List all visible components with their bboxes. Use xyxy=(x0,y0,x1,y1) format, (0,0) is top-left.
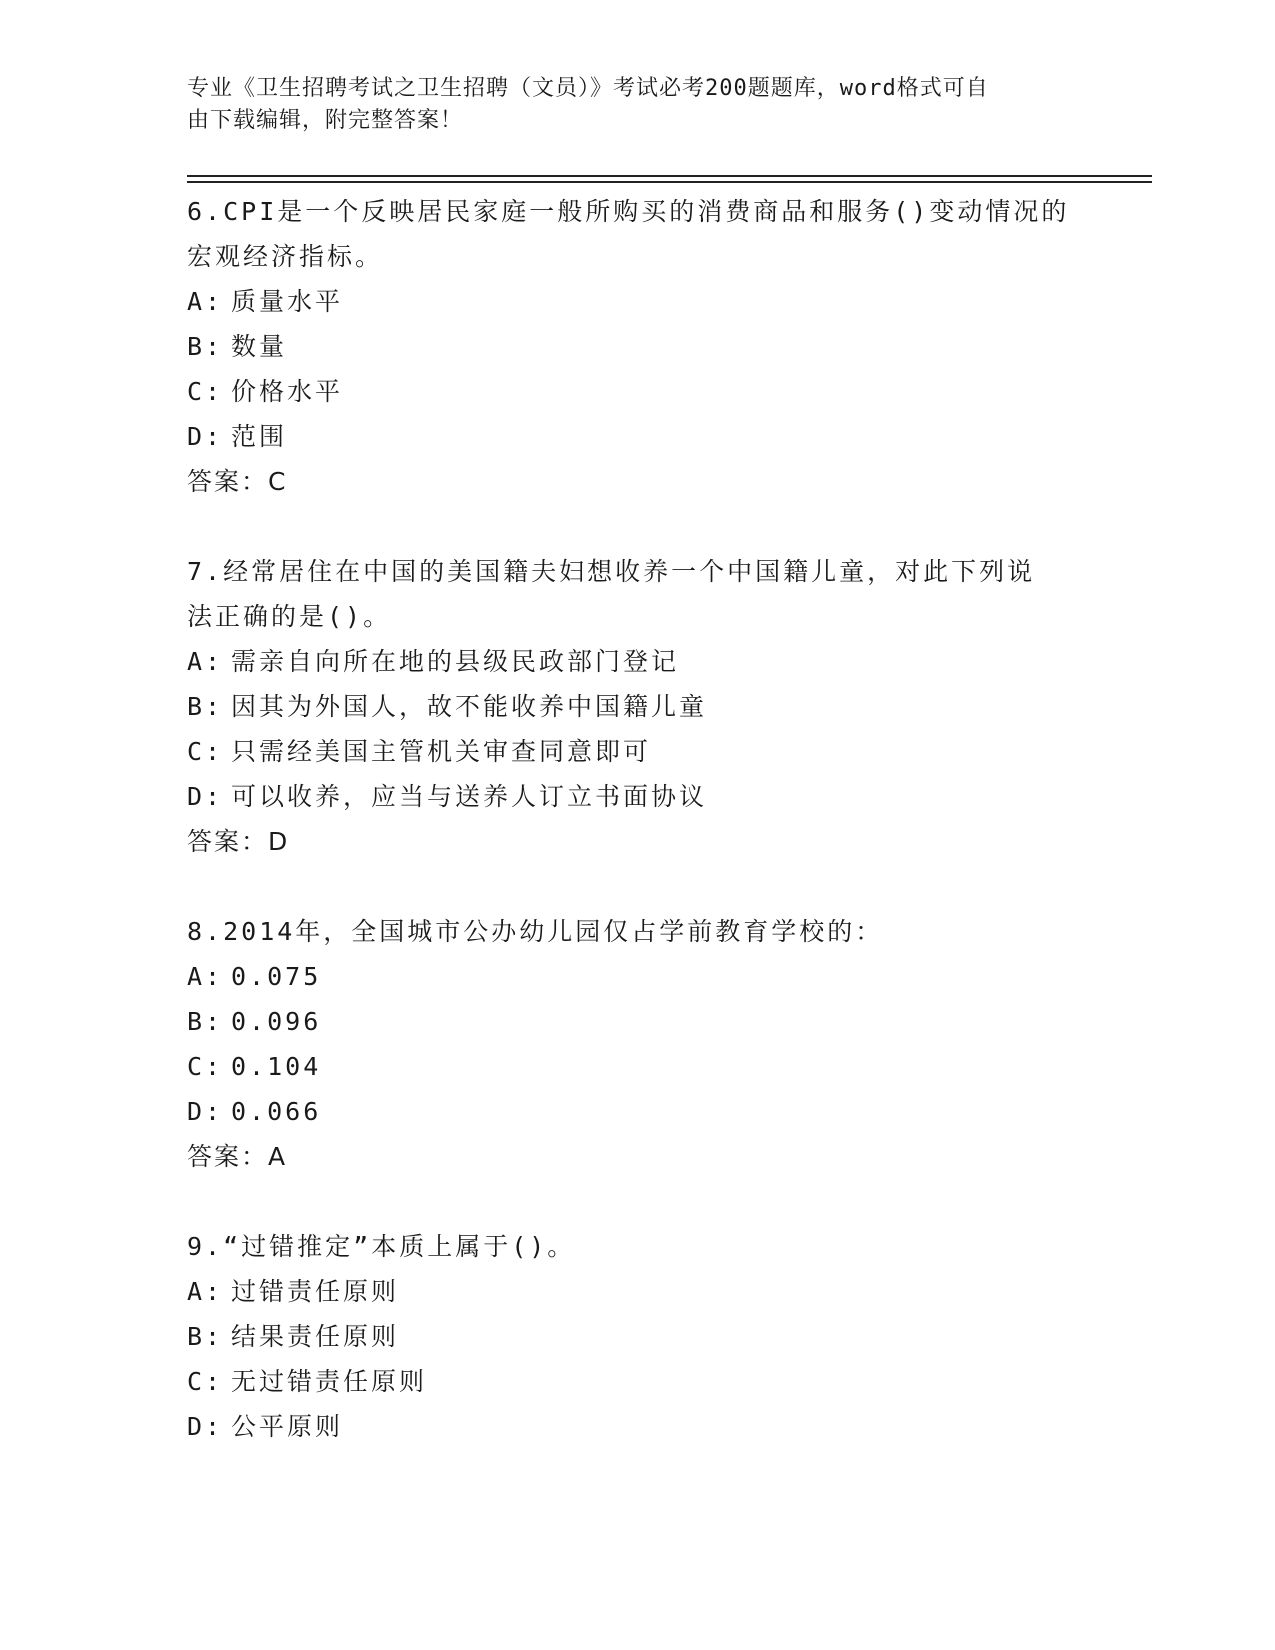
option-key: A: xyxy=(187,962,224,991)
option-b xyxy=(187,684,1087,729)
header-divider-top xyxy=(187,175,1152,177)
question-text-line: 8.2014年，全国城市公办幼儿园仅占学前教育学校的： xyxy=(187,917,884,946)
option-a xyxy=(187,1269,1087,1314)
option-d xyxy=(187,1089,1087,1134)
option-b xyxy=(187,1314,1087,1359)
option-d xyxy=(187,1404,1087,1449)
option-text: 只需经美国主管机关审查同意即可 xyxy=(231,737,652,766)
answer-line: 答案：C xyxy=(187,467,288,496)
option-text: 公平原则 xyxy=(231,1412,344,1441)
option-key: B: xyxy=(187,1322,224,1351)
option-text: 数量 xyxy=(231,332,288,361)
option-c xyxy=(187,1359,1087,1404)
question-text-line: 宏观经济指标。 xyxy=(187,242,384,271)
question-9 xyxy=(187,1224,1087,1449)
option-text: 0.066 xyxy=(231,1097,322,1126)
option-text: 0.075 xyxy=(231,962,322,991)
option-d xyxy=(187,414,1087,459)
option-text: 可以收养，应当与送养人订立书面协议 xyxy=(231,782,708,811)
option-key: B: xyxy=(187,692,224,721)
answer-line: 答案：D xyxy=(187,827,290,856)
option-text: 0.104 xyxy=(231,1052,322,1081)
option-text: 质量水平 xyxy=(231,287,344,316)
option-text: 需亲自向所在地的县级民政部门登记 xyxy=(231,647,680,676)
option-b xyxy=(187,999,1087,1044)
option-a xyxy=(187,279,1087,324)
option-text: 范围 xyxy=(231,422,288,451)
option-key: D: xyxy=(187,1412,224,1441)
option-key: B: xyxy=(187,332,224,361)
question-list xyxy=(187,189,1087,1449)
option-key: A: xyxy=(187,647,224,676)
option-b xyxy=(187,324,1087,369)
option-text: 因其为外国人，故不能收养中国籍儿童 xyxy=(231,692,708,721)
option-key: A: xyxy=(187,1277,224,1306)
option-text: 无过错责任原则 xyxy=(231,1367,428,1396)
option-text: 过错责任原则 xyxy=(231,1277,400,1306)
question-text-line: 7.经常居住在中国的美国籍夫妇想收养一个中国籍儿童，对此下列说 xyxy=(187,557,1036,586)
option-key: C: xyxy=(187,737,224,766)
question-text-line: 9.“过错推定”本质上属于()。 xyxy=(187,1232,576,1261)
option-c xyxy=(187,1044,1087,1089)
header-line-2: 由下载编辑，附完整答案！ xyxy=(187,108,464,133)
option-key: B: xyxy=(187,1007,224,1036)
option-key: C: xyxy=(187,1367,224,1396)
option-key: D: xyxy=(187,1097,224,1126)
option-d xyxy=(187,774,1087,819)
option-a xyxy=(187,954,1087,999)
option-c xyxy=(187,729,1087,774)
header-divider-bottom xyxy=(187,181,1152,183)
header-line-1: 专业《卫生招聘考试之卫生招聘（文员）》考试必考200题题库，word格式可自 xyxy=(187,76,989,101)
document-header xyxy=(187,73,1067,137)
option-text: 0.096 xyxy=(231,1007,322,1036)
option-key: D: xyxy=(187,422,224,451)
option-c xyxy=(187,369,1087,414)
option-key: C: xyxy=(187,1052,224,1081)
option-a xyxy=(187,639,1087,684)
option-key: A: xyxy=(187,287,224,316)
option-text: 结果责任原则 xyxy=(231,1322,400,1351)
option-key: D: xyxy=(187,782,224,811)
question-8 xyxy=(187,909,1087,1179)
question-text-line: 6.CPI是一个反映居民家庭一般所购买的消费商品和服务()变动情况的 xyxy=(187,197,1070,226)
question-6 xyxy=(187,189,1087,504)
question-7 xyxy=(187,549,1087,864)
option-key: C: xyxy=(187,377,224,406)
option-text: 价格水平 xyxy=(231,377,344,406)
answer-line: 答案：A xyxy=(187,1142,288,1171)
question-text-line: 法正确的是()。 xyxy=(187,602,392,631)
